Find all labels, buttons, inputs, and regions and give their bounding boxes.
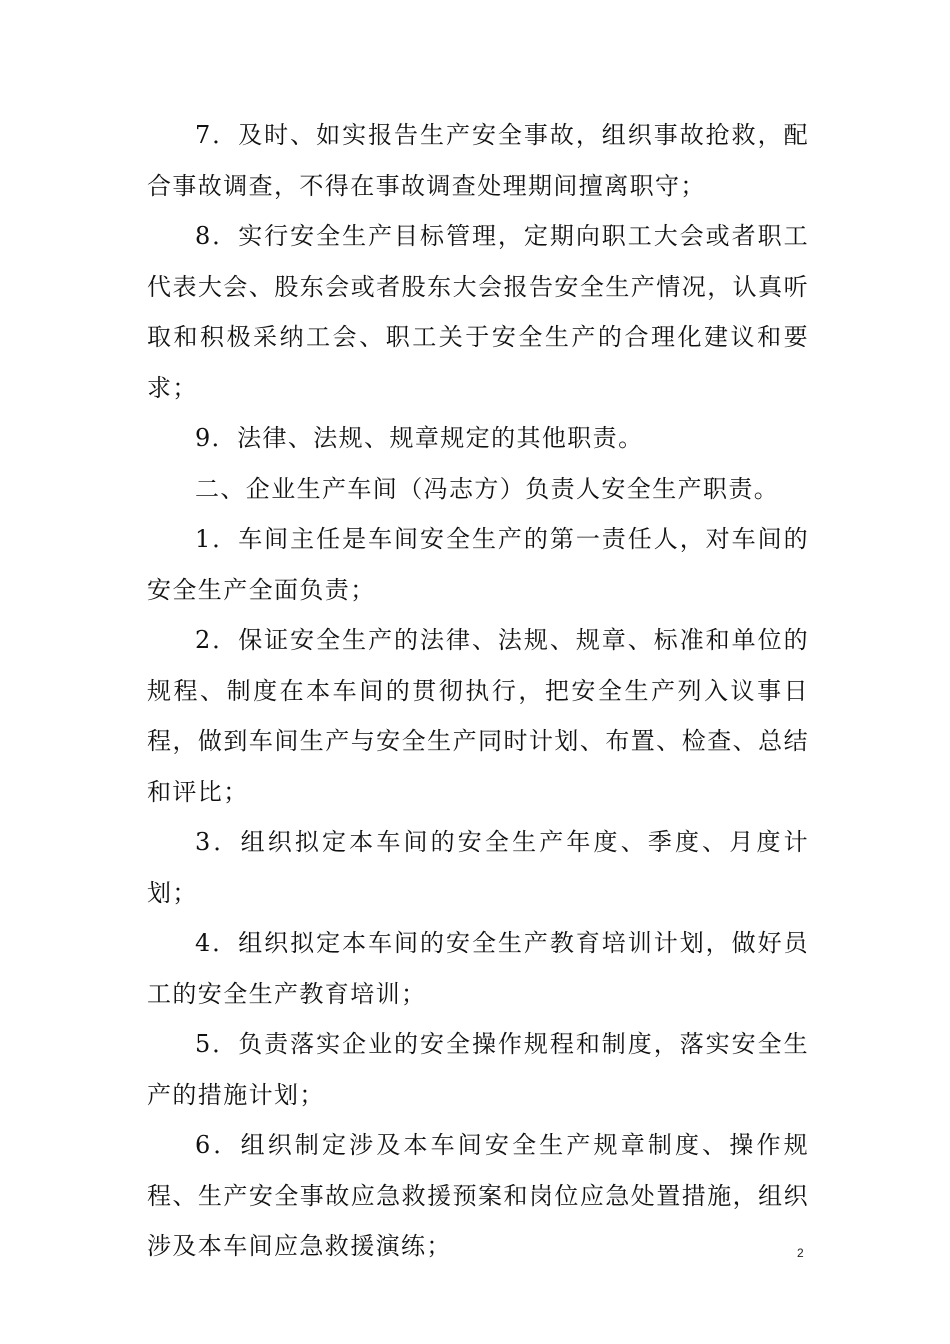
paragraph-item-4: 4．组织拟定本车间的安全生产教育培训计划，做好员工的安全生产教育培训； <box>147 929 809 1008</box>
paragraph-item-9: 9．法律、法规、规章规定的其他职责。 <box>195 424 644 452</box>
paragraph-item-7: 7．及时、如实报告生产安全事故，组织事故抢救，配合事故调查，不得在事故调查处理期间擅离职守； <box>147 121 809 200</box>
paragraph-item-6: 6．组织制定涉及本车间安全生产规章制度、操作规程、生产安全事故应急救援预案和岗位应急处置措施，组织涉及本车间应急救援演练； <box>147 1131 809 1260</box>
section-heading: 二、企业生产车间（冯志方）负责人安全生产职责。 <box>195 474 780 503</box>
paragraph-item-5: 5．负责落实企业的安全操作规程和制度，落实安全生产的措施计划； <box>147 1030 809 1109</box>
paragraph-item-3: 3．组织拟定本车间的安全生产年度、季度、月度计划； <box>147 828 809 907</box>
paragraph-item-1: 1．车间主任是车间安全生产的第一责任人，对车间的安全生产全面负责； <box>147 525 809 604</box>
paragraph-item-2: 2．保证安全生产的法律、法规、规章、标准和单位的规程、制度在本车间的贯彻执行，把安全生产列入议事日程，做到车间生产与安全生产同时计划、布置、检查、总结和评比； <box>147 626 809 806</box>
paragraph-item-8: 8．实行安全生产目标管理，定期向职工大会或者职工代表大会、股东会或者股东大会报告安全生产情况，认真听取和积极采纳工会、职工关于安全生产的合理化建议和要求； <box>147 222 809 402</box>
document-body <box>147 110 809 1272</box>
page-number: 2 <box>797 1246 804 1260</box>
